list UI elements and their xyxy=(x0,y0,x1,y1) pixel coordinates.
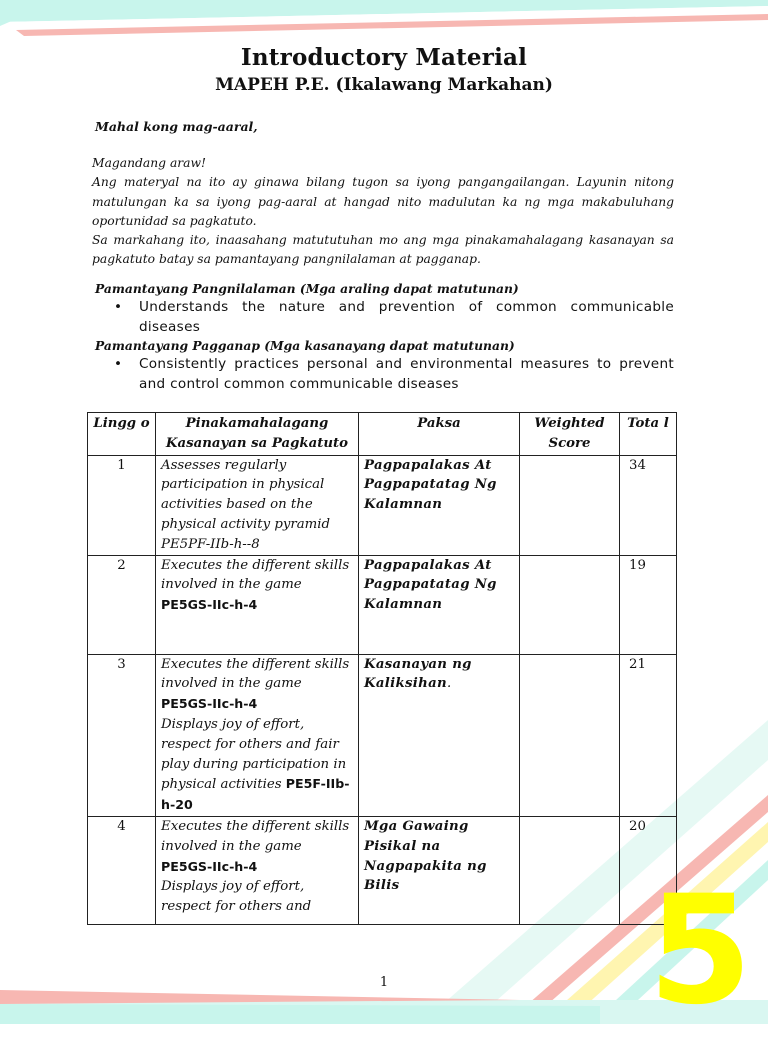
row-total: 19 xyxy=(620,555,677,654)
performance-standard-heading: Pamantayang Pagganap (Mga kasanayang dapat matutunan) xyxy=(95,338,515,353)
performance-standard-text: Consistently practices personal and environmental measures to prevent and control common communicable diseases xyxy=(139,356,674,392)
competency-code: PE5GS-IIc-h-4 xyxy=(161,858,258,874)
competency-text-2: Displays joy of effort, respect for others and xyxy=(161,879,312,915)
letter-greeting: Mahal kong mag-aaral, xyxy=(95,119,258,134)
bullet-icon: • xyxy=(114,356,123,372)
header-week: Lingg o xyxy=(88,413,156,456)
competency-code: PE5GS-IIc-h-4 xyxy=(161,696,258,712)
header-competency: Pinakamahalagang Kasanayan sa Pagkatuto xyxy=(156,413,359,456)
topic-suffix: . xyxy=(446,676,452,692)
row-topic: Pagpapalakas At Pagpapatatag Ng Kalamnan xyxy=(359,455,520,555)
row-total: 20 xyxy=(620,816,677,924)
header-total: Tota l xyxy=(620,413,677,456)
row-weighted-score xyxy=(520,816,620,924)
row-weighted-score xyxy=(520,455,620,555)
table-row xyxy=(88,455,677,555)
row-competency xyxy=(156,555,359,654)
page-number: 1 xyxy=(379,975,389,990)
header-weighted-score: Weighted Score xyxy=(520,413,620,456)
page-title: Introductory Material xyxy=(240,44,528,71)
row-topic xyxy=(359,654,520,816)
content-standard-text: Understands the nature and prevention of common communicable diseases xyxy=(139,299,674,335)
table-row xyxy=(88,555,677,654)
competency-text: Executes the different skills involved in the game xyxy=(161,818,350,854)
row-week: 2 xyxy=(88,555,156,654)
content-standard-heading: Pamantayang Pangnilalaman (Mga araling dapat matutunan) xyxy=(95,281,519,296)
row-competency xyxy=(156,816,359,924)
letter-salutation: Magandang araw! xyxy=(92,156,206,170)
bullet-icon: • xyxy=(114,299,123,315)
competency-text-2: Displays joy of effort, respect for others and fair play during participation in physical activities xyxy=(161,716,347,793)
table-header-row xyxy=(88,413,677,456)
competency-code: PE5GS-IIc-h-4 xyxy=(161,597,258,613)
letter-paragraph-1: Ang materyal na ito ay ginawa bilang tugon sa iyong pangangailangan. Layunin nitong matulungan ka sa iyong pag-aaral at hangad nito madulutan ka ng mga makabuluhang oportunidad sa pagkatuto. xyxy=(92,175,674,228)
performance-standard-item xyxy=(108,355,674,395)
competency-table xyxy=(87,412,677,925)
row-week: 1 xyxy=(88,455,156,555)
content-standard-item xyxy=(108,298,674,338)
row-competency xyxy=(156,654,359,816)
row-total: 34 xyxy=(620,455,677,555)
row-topic: Mga Gawaing Pisikal na Nagpapakita ng Bilis xyxy=(359,816,520,924)
row-weighted-score xyxy=(520,654,620,816)
row-week: 3 xyxy=(88,654,156,816)
competency-text-secondary xyxy=(161,715,353,816)
row-competency xyxy=(156,455,359,555)
grade-badge: 5 xyxy=(648,864,753,1038)
row-weighted-score xyxy=(520,555,620,654)
competency-text: Executes the different skills involved in the game xyxy=(161,656,350,692)
table-row xyxy=(88,654,677,816)
row-topic: Pagpapalakas At Pagpapatatag Ng Kalamnan xyxy=(359,555,520,654)
header-topic: Paksa xyxy=(359,413,520,456)
letter-paragraph-2: Sa markahang ito, inaasahang matututuhan mo ang mga pinakamahalagang kasanayan sa pagkatuto batay sa pamantayang pangnilalaman at pagganap. xyxy=(92,233,674,267)
topic-text: Kasanayan ng Kaliksihan xyxy=(364,656,472,692)
competency-text: Assesses regularly participation in physical activities based on the physical activity pyramid PE5PF-IIb-h--8 xyxy=(161,457,331,552)
page-subtitle: MAPEH P.E. (Ikalawang Markahan) xyxy=(215,75,553,95)
competency-code-2: PE5F-IIb-h-20 xyxy=(161,776,350,813)
letter-body xyxy=(92,154,674,270)
row-total: 21 xyxy=(620,654,677,816)
competency-text: Executes the different skills involved in the game xyxy=(161,557,350,593)
table-row xyxy=(88,816,677,924)
row-week: 4 xyxy=(88,816,156,924)
